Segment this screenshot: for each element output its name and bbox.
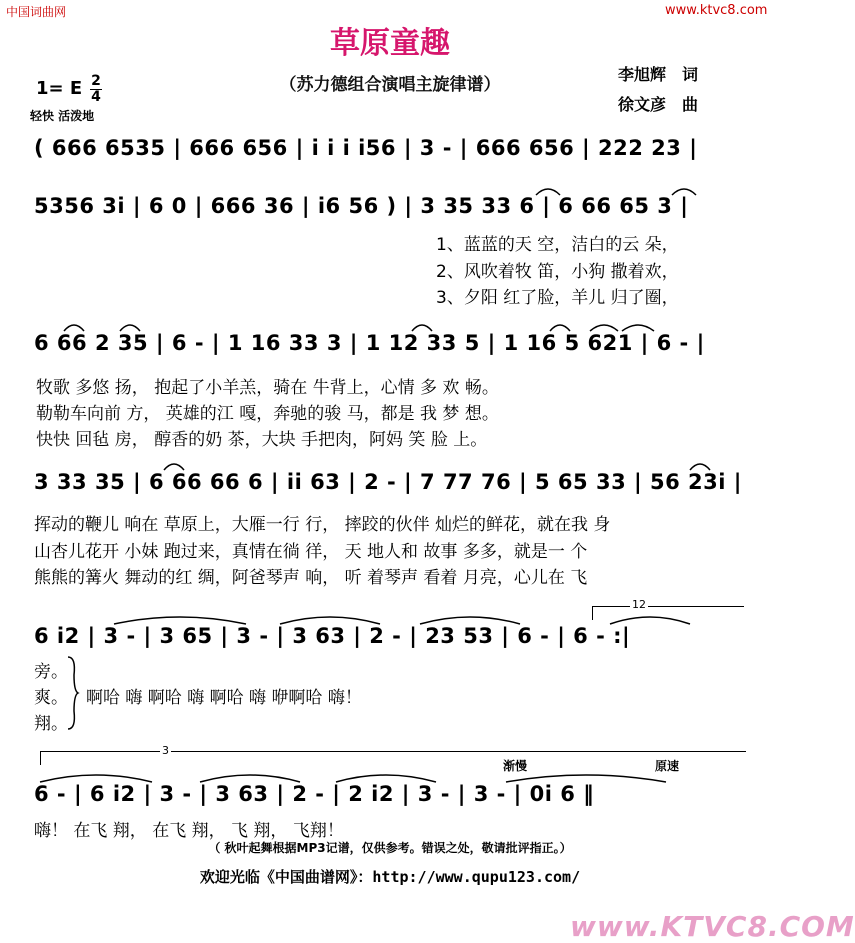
row-4-lyric-verse-3: 熊熊的篝火 舞动的红 绸，阿爸琴声 响， 听 着琴声 看着 月亮，心儿在 飞	[34, 568, 588, 588]
lyricist-credit: 李旭辉 词	[618, 65, 699, 84]
watermark-top-right: www.ktvc8.com	[665, 3, 768, 18]
time-signature-top: 2	[91, 73, 101, 89]
score-row-1-notes: ( 666 6535 | 666 656 | i i i i56 | 3 - | 666 656 | 222 23 |	[34, 136, 698, 160]
ritardando-marking: 渐慢	[503, 759, 528, 773]
watermark-top-left: 中国词曲网	[6, 5, 67, 19]
row-4-lyric-verse-2: 山杏儿花开 小妹 跑过来，真情在徜 徉， 天 地人和 故事 多多，就是一 个	[34, 542, 588, 562]
tempo-marking: 轻快 活泼地	[30, 109, 95, 123]
row-3-lyric-verse-1: 牧歌 多悠 扬， 抱起了小羊羔，骑在 牛背上，心情 多 欢 畅。	[36, 378, 499, 398]
key-signature: 1= E	[36, 78, 83, 99]
score-row-3-notes: 6 66 2 35 | 6 - | 1 16 33 3 | 1 12 33 5 | 1 16 5 621 | 6 - |	[34, 331, 705, 355]
a-tempo-marking: 原速	[655, 759, 680, 773]
row-3-lyric-verse-2: 勒勒车向前 方， 英雄的江 嘎，奔驰的骏 马，都是 我 梦 想。	[36, 404, 499, 424]
site-welcome[interactable]: 欢迎光临《中国曲谱网》：http://www.qupu123.com/	[199, 868, 581, 886]
verse-brace	[66, 655, 80, 731]
composer-credit: 徐文彦 曲	[618, 95, 699, 114]
row-4-lyric-verse-1: 挥动的鞭儿 响在 草原上，大雁一行 行， 摔跤的伙伴 灿烂的鲜花，就在我 身	[34, 515, 611, 535]
song-subtitle: （苏力德组合演唱主旋律谱）	[279, 75, 501, 95]
volta-number-3: 3	[162, 744, 169, 757]
volta-bracket-3-hook	[40, 751, 41, 765]
row-5-ending-verse-1: 旁。	[34, 662, 68, 682]
row-5-refrain-lyric: 啊哈 嗨 啊哈 嗨 啊哈 嗨 咿啊哈 嗨！	[86, 688, 362, 708]
row-5-ending-verse-2: 爽。	[34, 688, 68, 708]
volta-bracket-3	[40, 751, 746, 752]
row-2-lyric-verse-2: 2、风吹着牧 笛，小狗 撒着欢，	[436, 262, 679, 282]
watermark-bottom-right: www.KTVC8.COM	[570, 910, 855, 943]
row-6-lyric: 嗨！ 在飞 翔， 在飞 翔， 飞 翔， 飞翔！	[34, 821, 344, 841]
volta-bracket-1-2	[592, 606, 744, 607]
row-2-lyric-verse-1: 1、蓝蓝的天 空，洁白的云 朵，	[436, 235, 679, 255]
song-title: 草原童趣	[330, 26, 450, 61]
row-3-lyric-verse-3: 快快 回毡 房， 醇香的奶 茶，大块 手把肉，阿妈 笑 脸 上。	[36, 430, 488, 450]
score-row-6-notes: 6 - | 6 i2 | 3 - | 3 63 | 2 - | 2 i2 | 3 - | 3 - | 0i 6 ‖	[34, 782, 595, 806]
volta-number-1-2: 12	[632, 598, 646, 611]
score-row-2-notes: 5356 3i | 6 0 | 666 36 | i6 56 ) | 3 35 33 6 | 6 66 65 3 |	[34, 194, 689, 218]
score-row-5-notes: 6 i2 | 3 - | 3 65 | 3 - | 3 63 | 2 - | 23 53 | 6 - | 6 - :|	[34, 624, 631, 648]
time-signature-bottom: 4	[91, 89, 101, 105]
transcription-note: （ 秋叶起舞根据MP3记谱，仅供参考。错误之处，敬请批评指正。）	[208, 841, 572, 855]
time-signature	[90, 74, 102, 105]
row-2-lyric-verse-3: 3、夕阳 红了脸，羊儿 归了圈，	[436, 288, 679, 308]
score-row-4-notes: 3 33 35 | 6 66 66 6 | ii 63 | 2 - | 7 77 76 | 5 65 33 | 56 23i |	[34, 470, 742, 494]
row-5-ending-verse-3: 翔。	[34, 714, 68, 734]
